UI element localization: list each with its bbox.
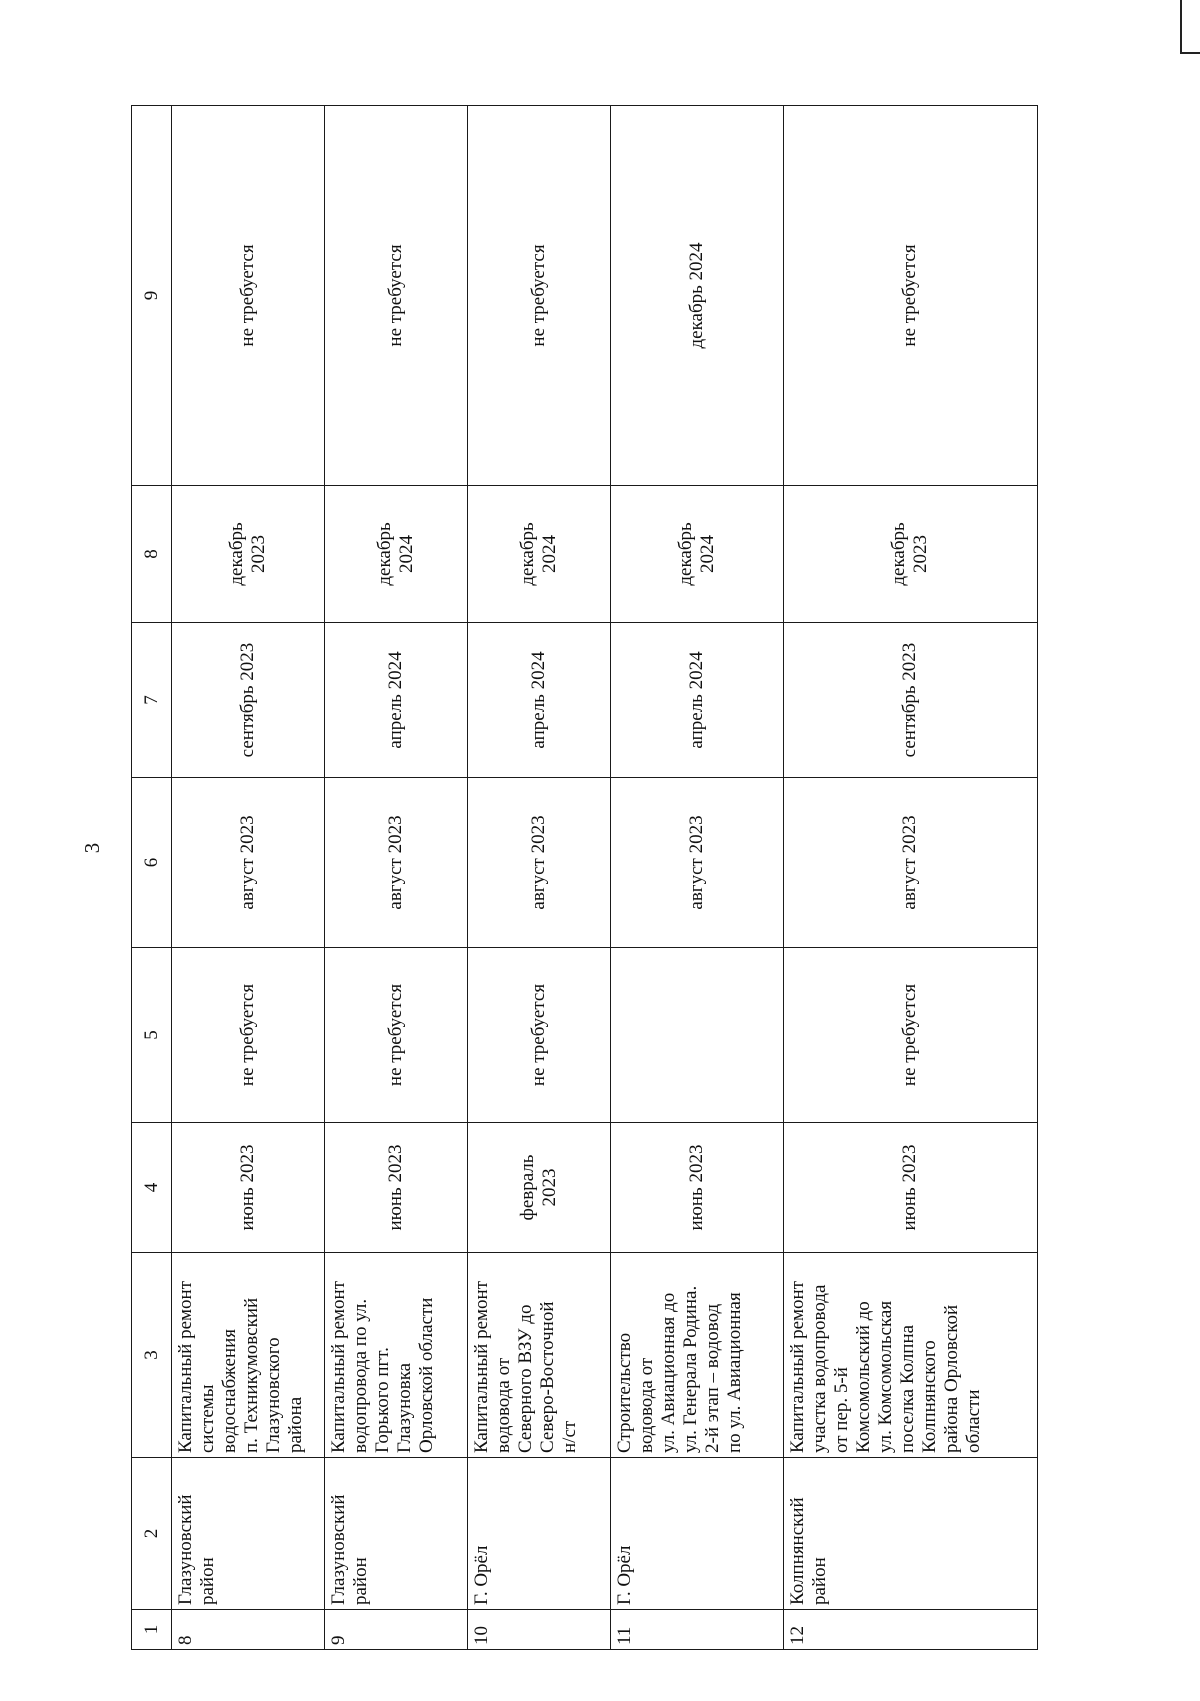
date-cell: декабрь 2024: [611, 486, 783, 623]
header-cell: 2: [132, 1458, 172, 1610]
row-number: 9: [325, 1610, 468, 1650]
object-cell: Капитальный ремонт системы водоснабжения п. Техникумовский Глазуновского района: [172, 1253, 325, 1458]
date-cell: февраль 2023: [468, 1123, 611, 1253]
date-cell: не требуется: [783, 106, 1037, 486]
date-cell: декабрь 2023: [783, 486, 1037, 623]
district-cell: Г. Орёл: [468, 1458, 611, 1610]
date-cell: не требуется: [325, 948, 468, 1123]
header-cell: 4: [132, 1123, 172, 1253]
object-cell: Капитальный ремонт водопровода по ул. Горького пгт. Глазуновка Орловской области: [325, 1253, 468, 1458]
header-cell: 7: [132, 623, 172, 778]
date-cell: август 2023: [172, 778, 325, 948]
header-cell: 5: [132, 948, 172, 1123]
table-row: [325, 106, 468, 1650]
date-cell: август 2023: [325, 778, 468, 948]
date-cell: не требуется: [468, 948, 611, 1123]
date-cell: апрель 2024: [468, 623, 611, 778]
header-cell: 1: [132, 1610, 172, 1650]
table-row: [783, 106, 1037, 1650]
date-cell: сентябрь 2023: [783, 623, 1037, 778]
object-cell: Капитальный ремонт участка водопровода от пер. 5-й Комсомольский до ул. Комсомольская поселка Колпна Колпнянского района Орловской области: [783, 1253, 1037, 1458]
date-cell: июнь 2023: [783, 1123, 1037, 1253]
date-cell: [611, 948, 783, 1123]
date-cell: сентябрь 2023: [172, 623, 325, 778]
date-cell: август 2023: [611, 778, 783, 948]
row-number: 12: [783, 1610, 1037, 1650]
page-number: 3: [80, 842, 104, 854]
date-cell: август 2023: [468, 778, 611, 948]
header-cell: 9: [132, 106, 172, 486]
date-cell: июнь 2023: [172, 1123, 325, 1253]
schedule-table: [131, 105, 1038, 1650]
district-cell: Колпнянский район: [783, 1458, 1037, 1610]
table-row: [611, 106, 783, 1650]
date-cell: не требуется: [172, 106, 325, 486]
date-cell: апрель 2024: [325, 623, 468, 778]
date-cell: июнь 2023: [325, 1123, 468, 1253]
corner-crop-mark: [1180, 0, 1200, 54]
table-row: [172, 106, 325, 1650]
table-row: [468, 106, 611, 1650]
date-cell: июнь 2023: [611, 1123, 783, 1253]
row-number: 8: [172, 1610, 325, 1650]
district-cell: Г. Орёл: [611, 1458, 783, 1610]
district-cell: Глазуновский район: [172, 1458, 325, 1610]
date-cell: не требуется: [172, 948, 325, 1123]
header-cell: 6: [132, 778, 172, 948]
header-cell: 3: [132, 1253, 172, 1458]
date-cell: декабрь 2024: [468, 486, 611, 623]
object-cell: Строительство водовода от ул. Авиационная до ул. Генерала Родина. 2-й этап – водовод по ул. Авиационная: [611, 1253, 783, 1458]
rotated-table-container: [131, 106, 1038, 1650]
district-cell: Глазуновский район: [325, 1458, 468, 1610]
date-cell: апрель 2024: [611, 623, 783, 778]
date-cell: не требуется: [325, 106, 468, 486]
object-cell: Капитальный ремонт водовода от Северного ВЗУ до Северо-Восточной н/ст: [468, 1253, 611, 1458]
date-cell: декабрь 2024: [611, 106, 783, 486]
row-number: 11: [611, 1610, 783, 1650]
date-cell: декабрь 2023: [172, 486, 325, 623]
date-cell: не требуется: [783, 948, 1037, 1123]
header-cell: 8: [132, 486, 172, 623]
header-row: [132, 106, 172, 1650]
date-cell: август 2023: [783, 778, 1037, 948]
date-cell: не требуется: [468, 106, 611, 486]
row-number: 10: [468, 1610, 611, 1650]
date-cell: декабрь 2024: [325, 486, 468, 623]
